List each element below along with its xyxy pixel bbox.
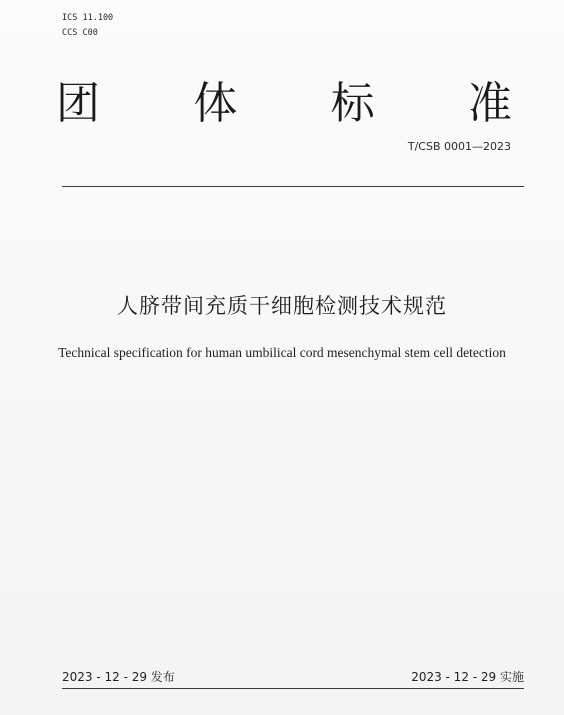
ccs-code: CCS C00	[62, 28, 98, 38]
implementation-date: 2023 - 12 - 29 实施	[411, 670, 524, 684]
heading-char: 团	[56, 78, 100, 129]
document-title-chinese: 人脐带间充质干细胞检测技术规范	[117, 294, 447, 318]
standard-number: T/CSB 0001—2023	[407, 140, 511, 153]
publish-date: 2023 - 12 - 29 发布	[62, 670, 175, 684]
bottom-divider	[62, 688, 524, 689]
heading-char: 体	[193, 78, 238, 129]
classification-codes	[62, 11, 113, 41]
heading-char: 标	[330, 78, 375, 129]
top-divider	[62, 186, 524, 187]
heading-char: 准	[467, 78, 512, 129]
ics-code: ICS 11.100	[62, 13, 114, 23]
document-title-english: Technical specification for human umbilical cord mesenchymal stem cell detection	[58, 345, 506, 360]
standard-type-heading	[56, 76, 512, 132]
